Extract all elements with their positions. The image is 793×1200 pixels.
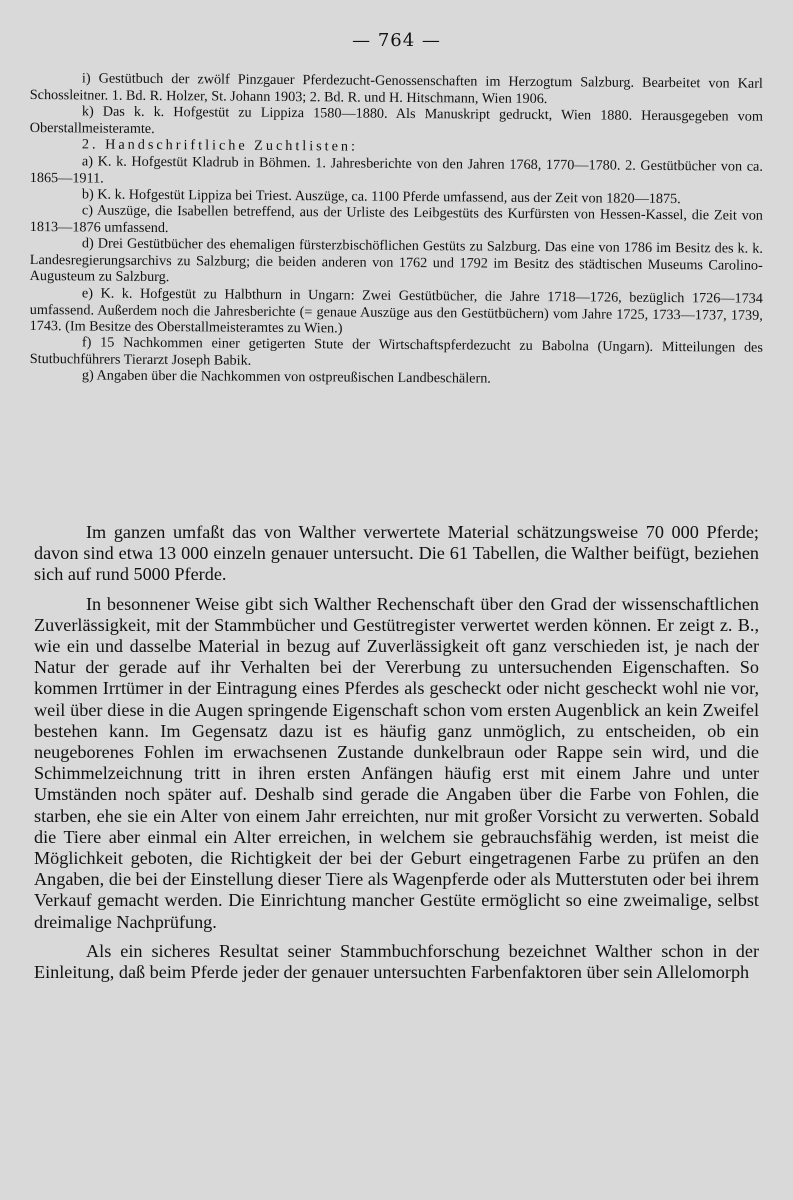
- paragraph-material-overview: Im ganzen umfaßt das von Walther verwertete Material schätzungsweise 70 000 Pferde; davon sind etwa 13 000 einzeln genauer untersucht. Die 61 Tabellen, die Walther beifügt, beziehen sich auf rund 5000 Pferde.: [34, 522, 759, 585]
- source-item-c: c) Auszüge, die Isabellen betreffend, aus der Urliste des Leibgestüts des Kurfürsten von Hessen-Kassel, die Zeit von 1813—1876 umfassend.: [29, 202, 763, 236]
- source-list: [29, 70, 763, 387]
- source-item-k: k) Das k. k. Hofgestüt zu Lippiza 1580—1880. Als Manuskript gedruckt, Wien 1880. Herausgegeben vom Oberstallmeisteramte.: [29, 103, 763, 137]
- source-item-a: a) K. k. Hofgestüt Kladrub in Böhmen. 1. Jahresberichte von den Jahren 1768, 1770—1780. 2. Gestütbücher von ca. 1865—1911.: [29, 152, 763, 186]
- section-heading-handwritten-lists: 2. Handschriftliche Zuchtlisten:: [81, 136, 359, 155]
- paragraph-result: Als ein sicheres Resultat seiner Stammbuchforschung bezeichnet Walther schon in der Einleitung, daß beim Pferde jeder der genauer untersuchten Farbenfaktoren über sein Allelomorph: [34, 940, 759, 983]
- source-item-d: d) Drei Gestütbücher des ehemaligen fürsterzbischöflichen Gestüts zu Salzburg. Das eine von 1786 im Besitz des k. k. Landesregierungsarchivs zu Salzburg; die beiden anderen von 1762 und 1792 im Besitz des städtischen Museums Carolino-Augusteum zu Salzburg.: [29, 235, 763, 286]
- source-item-b: b) K. k. Hofgestüt Lippiza bei Triest. Auszüge, ca. 1100 Pferde umfassend, aus der Zeit von 1820—1875.: [81, 185, 681, 207]
- paragraph-reliability: In besonnener Weise gibt sich Walther Rechenschaft über den Grad der wissenschaftlichen Zuverlässigkeit, mit der Stammbücher und Gestütregister verwertet werden können. Er zeigt z. B., wie ein und dasselbe Material in bezug auf Zuverlässigkeit oft ganz verschieden ist, je nach der Natur der gerade auf ihr Verhalten bei der Vererbung zu untersuchenden Eigenschaften. So kommen Irrtümer in der Eintragung eines Pferdes als gescheckt oder nicht gescheckt wohl nie vor, weil über diese in die Augen springende Eigenschaft schon vom ersten Augenblick an kein Zweifel bestehen kann. Im Gegensatz dazu ist es häufig ganz unmöglich, zu entscheiden, ob ein neugeborenes Fohlen im erwachsenen Zustande dunkelbraun oder Rappe sein wird, und die Schimmelzeichnung tritt in ihren ersten Anfängen häufig erst mit einem Jahre und unter Umständen noch später auf. Deshalb sind gerade die Angaben über die Farbe von Fohlen, die starben, ehe sie ein Alter von einem Jahr erreichten, nur mit großer Vorsicht zu verwerten. Sobald die Tiere aber einmal ein Alter erreichen, in welchem sie gebrauchsfähig werden, ist meist die Möglichkeit geboten, die Richtigkeit der bei der Geburt eingetragenen Farbe zu prüfen an den Angaben, die bei der Einstellung dieser Tiere als Wagenpferde oder als Mutterstuten oder bei ihrem Verkauf gemacht werden. Die Einrichtung mancher Gestüte ermöglicht so eine zweimalige, selbst dreimalige Nachprüfung.: [34, 593, 759, 932]
- source-item-e: e) K. k. Hofgestüt zu Halbthurn in Ungarn: Zwei Gestütbücher, die Jahre 1718—1726, bezüglich 1726—1734 umfassend. Außerdem noch die Jahresberichte (= genaue Auszüge aus den Gestütbüchern) vom Jahre 1725, 1733—1737, 1739, 1743. (Im Besitze des Oberstallmeisteramtes zu Wien.): [29, 284, 763, 336]
- source-item-f: f) 15 Nachkommen einer getigerten Stute der Wirtschaftspferdezucht zu Babolna (Ungarn). Mitteilungen des Stutbuchführers Tierarzt Joseph Babik.: [29, 334, 763, 369]
- page-number: — 764 —: [352, 30, 441, 51]
- body-text: [34, 522, 759, 991]
- source-item-i: i) Gestütbuch der zwölf Pinzgauer Pferdezucht-Genossenschaften im Herzogtum Salzburg. Bearbeitet von Karl Schossleitner. 1. Bd. R. Holzer, St. Johann 1903; 2. Bd. R. und H. Hitschmann, Wien 1906.: [29, 70, 763, 107]
- source-item-g: g) Angaben über die Nachkommen von ostpreußischen Landbeschälern.: [81, 367, 491, 387]
